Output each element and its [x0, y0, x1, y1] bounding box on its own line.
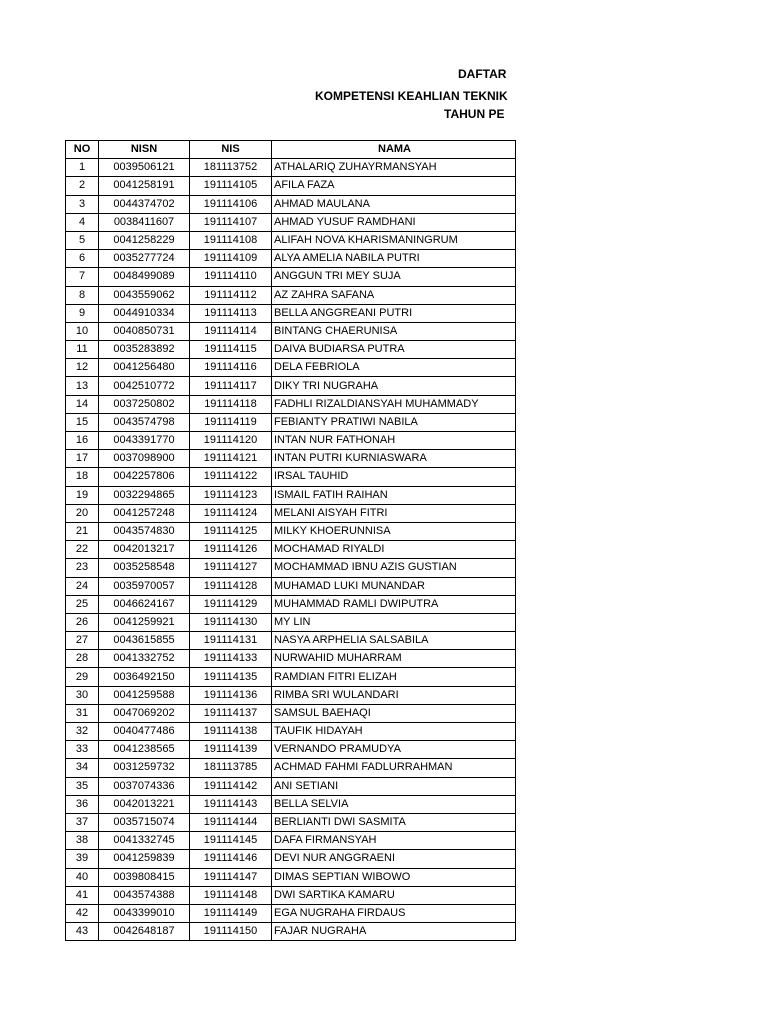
cell-nis: 191114122 [190, 468, 272, 486]
cell-nisn: 0041238565 [99, 741, 190, 759]
cell-no: 27 [66, 632, 99, 650]
column-header-nama: NAMA [272, 141, 516, 159]
cell-nama: MY LIN [272, 613, 516, 631]
cell-nama: TAUFIK HIDAYAH [272, 723, 516, 741]
cell-nisn: 0043574798 [99, 413, 190, 431]
cell-no: 3 [66, 195, 99, 213]
cell-nama: DEVI NUR ANGGRAENI [272, 850, 516, 868]
cell-no: 23 [66, 559, 99, 577]
cell-nama: MOCHAMMAD IBNU AZIS GUSTIAN [272, 559, 516, 577]
cell-nisn: 0037250802 [99, 395, 190, 413]
table-row [66, 504, 516, 522]
cell-nis: 191114124 [190, 504, 272, 522]
cell-nis: 191114145 [190, 832, 272, 850]
cell-nisn: 0042013217 [99, 541, 190, 559]
student-table [65, 140, 516, 941]
cell-nisn: 0041259588 [99, 686, 190, 704]
cell-nama: BELLA ANGGREANI PUTRI [272, 304, 516, 322]
table-row [66, 395, 516, 413]
cell-nisn: 0041259839 [99, 850, 190, 868]
cell-nis: 191114107 [190, 213, 272, 231]
cell-no: 30 [66, 686, 99, 704]
cell-nisn: 0044910334 [99, 304, 190, 322]
cell-no: 18 [66, 468, 99, 486]
cell-nama: DELA FEBRIOLA [272, 359, 516, 377]
cell-no: 24 [66, 577, 99, 595]
cell-nis: 191114116 [190, 359, 272, 377]
cell-nisn: 0036492150 [99, 668, 190, 686]
cell-nisn: 0042013221 [99, 795, 190, 813]
cell-nisn: 0040477486 [99, 723, 190, 741]
cell-nisn: 0037074336 [99, 777, 190, 795]
cell-nama: ACHMAD FAHMI FADLURRAHMAN [272, 759, 516, 777]
cell-nis: 191114136 [190, 686, 272, 704]
cell-nis: 191114118 [190, 395, 272, 413]
cell-nama: EGA NUGRAHA FIRDAUS [272, 904, 516, 922]
cell-nisn: 0041332745 [99, 832, 190, 850]
table-row [66, 650, 516, 668]
cell-no: 2 [66, 177, 99, 195]
cell-no: 35 [66, 777, 99, 795]
cell-nis: 191114138 [190, 723, 272, 741]
table-row [66, 268, 516, 286]
cell-no: 7 [66, 268, 99, 286]
cell-nisn: 0031259732 [99, 759, 190, 777]
cell-no: 40 [66, 868, 99, 886]
cell-nis: 191114120 [190, 432, 272, 450]
cell-nama: ALYA AMELIA NABILA PUTRI [272, 250, 516, 268]
cell-nis: 191114128 [190, 577, 272, 595]
table-row [66, 795, 516, 813]
cell-nama: DAIVA BUDIARSA PUTRA [272, 341, 516, 359]
cell-no: 21 [66, 522, 99, 540]
cell-no: 33 [66, 741, 99, 759]
table-row [66, 704, 516, 722]
cell-nama: DIMAS SEPTIAN WIBOWO [272, 868, 516, 886]
cell-no: 39 [66, 850, 99, 868]
cell-no: 12 [66, 359, 99, 377]
column-header-nis: NIS [190, 141, 272, 159]
cell-no: 15 [66, 413, 99, 431]
cell-no: 32 [66, 723, 99, 741]
table-row [66, 177, 516, 195]
cell-nisn: 0041257248 [99, 504, 190, 522]
table-row [66, 632, 516, 650]
cell-nama: MELANI AISYAH FITRI [272, 504, 516, 522]
cell-no: 8 [66, 286, 99, 304]
cell-no: 6 [66, 250, 99, 268]
table-row [66, 904, 516, 922]
cell-nama: ISMAIL FATIH RAIHAN [272, 486, 516, 504]
cell-nama: DWI SARTIKA KAMARU [272, 886, 516, 904]
table-row [66, 159, 516, 177]
table-header-row [66, 141, 516, 159]
cell-no: 36 [66, 795, 99, 813]
table-row [66, 432, 516, 450]
cell-nisn: 0035258548 [99, 559, 190, 577]
cell-nisn: 0037098900 [99, 450, 190, 468]
table-row [66, 741, 516, 759]
cell-nisn: 0044374702 [99, 195, 190, 213]
cell-no: 11 [66, 341, 99, 359]
cell-nama: MILKY KHOERUNNISA [272, 522, 516, 540]
cell-nisn: 0041259921 [99, 613, 190, 631]
cell-no: 10 [66, 322, 99, 340]
cell-nisn: 0043574388 [99, 886, 190, 904]
cell-nis: 191114117 [190, 377, 272, 395]
cell-no: 4 [66, 213, 99, 231]
table-row [66, 468, 516, 486]
cell-nama: RAMDIAN FITRI ELIZAH [272, 668, 516, 686]
cell-nama: NURWAHID MUHARRAM [272, 650, 516, 668]
cell-nis: 191114110 [190, 268, 272, 286]
cell-nama: VERNANDO PRAMUDYA [272, 741, 516, 759]
cell-nis: 191114144 [190, 813, 272, 831]
cell-no: 37 [66, 813, 99, 831]
cell-no: 34 [66, 759, 99, 777]
cell-nama: RIMBA SRI WULANDARI [272, 686, 516, 704]
table-row [66, 541, 516, 559]
cell-nama: DIKY TRI NUGRAHA [272, 377, 516, 395]
cell-nisn: 0043559062 [99, 286, 190, 304]
cell-no: 20 [66, 504, 99, 522]
table-row [66, 341, 516, 359]
cell-no: 16 [66, 432, 99, 450]
cell-no: 43 [66, 923, 99, 941]
table-row [66, 923, 516, 941]
cell-nama: FADHLI RIZALDIANSYAH MUHAMMADY [272, 395, 516, 413]
cell-nama: AHMAD MAULANA [272, 195, 516, 213]
cell-nisn: 0043399010 [99, 904, 190, 922]
cell-nisn: 0042648187 [99, 923, 190, 941]
cell-nama: ATHALARIQ ZUHAYRMANSYAH [272, 159, 516, 177]
cell-nis: 191114129 [190, 595, 272, 613]
cell-nis: 191114109 [190, 250, 272, 268]
cell-nis: 191114133 [190, 650, 272, 668]
cell-nis: 191114143 [190, 795, 272, 813]
cell-nama: MUHAMMAD RAMLI DWIPUTRA [272, 595, 516, 613]
cell-nama: ANI SETIANI [272, 777, 516, 795]
cell-no: 25 [66, 595, 99, 613]
cell-nama: FEBIANTY PRATIWI NABILA [272, 413, 516, 431]
cell-nis: 191114130 [190, 613, 272, 631]
table-row [66, 213, 516, 231]
cell-nisn: 0035970057 [99, 577, 190, 595]
column-header-nisn: NISN [99, 141, 190, 159]
cell-no: 31 [66, 704, 99, 722]
cell-nis: 191114137 [190, 704, 272, 722]
title-line-1: DAFTAR [458, 67, 507, 81]
cell-nis: 191114139 [190, 741, 272, 759]
cell-nis: 191114147 [190, 868, 272, 886]
table-row [66, 522, 516, 540]
column-header-no: NO [66, 141, 99, 159]
title-line-2: KOMPETENSI KEAHLIAN TEKNIK [315, 89, 508, 103]
cell-nama: IRSAL TAUHID [272, 468, 516, 486]
cell-nis: 181113752 [190, 159, 272, 177]
cell-nama: MOCHAMAD RIYALDI [272, 541, 516, 559]
cell-no: 41 [66, 886, 99, 904]
table-row [66, 686, 516, 704]
table-row [66, 486, 516, 504]
table-row [66, 723, 516, 741]
cell-no: 26 [66, 613, 99, 631]
cell-nisn: 0042510772 [99, 377, 190, 395]
cell-nisn: 0043615855 [99, 632, 190, 650]
table-row [66, 868, 516, 886]
cell-nisn: 0039506121 [99, 159, 190, 177]
table-row [66, 813, 516, 831]
cell-nisn: 0039808415 [99, 868, 190, 886]
cell-no: 29 [66, 668, 99, 686]
cell-nama: FAJAR NUGRAHA [272, 923, 516, 941]
cell-nisn: 0041258191 [99, 177, 190, 195]
cell-nama: INTAN NUR FATHONAH [272, 432, 516, 450]
cell-nisn: 0046624167 [99, 595, 190, 613]
cell-nis: 191114125 [190, 522, 272, 540]
table-row [66, 231, 516, 249]
cell-nis: 191114108 [190, 231, 272, 249]
cell-nisn: 0035277724 [99, 250, 190, 268]
cell-nis: 191114119 [190, 413, 272, 431]
cell-nisn: 0041332752 [99, 650, 190, 668]
title-line-3: TAHUN PE [444, 107, 505, 121]
cell-no: 14 [66, 395, 99, 413]
cell-nis: 191114135 [190, 668, 272, 686]
table-row [66, 377, 516, 395]
cell-no: 9 [66, 304, 99, 322]
cell-nis: 191114121 [190, 450, 272, 468]
cell-no: 22 [66, 541, 99, 559]
cell-no: 17 [66, 450, 99, 468]
cell-nis: 191114112 [190, 286, 272, 304]
cell-nisn: 0043574830 [99, 522, 190, 540]
table-row [66, 777, 516, 795]
cell-nama: BINTANG CHAERUNISA [272, 322, 516, 340]
table-row [66, 886, 516, 904]
table-row [66, 595, 516, 613]
table-row [66, 450, 516, 468]
table-row [66, 413, 516, 431]
cell-nisn: 0032294865 [99, 486, 190, 504]
cell-nis: 191114142 [190, 777, 272, 795]
cell-no: 5 [66, 231, 99, 249]
table-row [66, 668, 516, 686]
cell-no: 42 [66, 904, 99, 922]
cell-nama: BERLIANTI DWI SASMITA [272, 813, 516, 831]
cell-nis: 191114106 [190, 195, 272, 213]
cell-nisn: 0038411607 [99, 213, 190, 231]
cell-nama: MUHAMAD LUKI MUNANDAR [272, 577, 516, 595]
cell-nisn: 0040850731 [99, 322, 190, 340]
cell-nama: DAFA FIRMANSYAH [272, 832, 516, 850]
cell-nis: 191114146 [190, 850, 272, 868]
cell-nis: 191114123 [190, 486, 272, 504]
table-row [66, 359, 516, 377]
document-header [0, 0, 514, 140]
cell-nama: NASYA ARPHELIA SALSABILA [272, 632, 516, 650]
table-row [66, 250, 516, 268]
table-row [66, 559, 516, 577]
cell-nis: 191114149 [190, 904, 272, 922]
cell-nis: 191114127 [190, 559, 272, 577]
cell-no: 19 [66, 486, 99, 504]
cell-nis: 191114131 [190, 632, 272, 650]
table-body [66, 159, 516, 941]
cell-no: 28 [66, 650, 99, 668]
cell-nis: 191114150 [190, 923, 272, 941]
cell-no: 13 [66, 377, 99, 395]
cell-nis: 191114115 [190, 341, 272, 359]
cell-nama: AFILA FAZA [272, 177, 516, 195]
cell-nama: ANGGUN TRI MEY SUJA [272, 268, 516, 286]
cell-nisn: 0043391770 [99, 432, 190, 450]
cell-nama: INTAN PUTRI KURNIASWARA [272, 450, 516, 468]
cell-nisn: 0048499089 [99, 268, 190, 286]
cell-nisn: 0041258229 [99, 231, 190, 249]
cell-nisn: 0035283892 [99, 341, 190, 359]
cell-nis: 181113785 [190, 759, 272, 777]
cell-no: 1 [66, 159, 99, 177]
cell-nama: SAMSUL BAEHAQI [272, 704, 516, 722]
table-row [66, 304, 516, 322]
cell-nisn: 0041256480 [99, 359, 190, 377]
cell-nama: ALIFAH NOVA KHARISMANINGRUM [272, 231, 516, 249]
table-row [66, 195, 516, 213]
table-row [66, 850, 516, 868]
cell-nisn: 0042257806 [99, 468, 190, 486]
cell-nis: 191114105 [190, 177, 272, 195]
table-row [66, 759, 516, 777]
table-row [66, 613, 516, 631]
table-row [66, 322, 516, 340]
table-row [66, 832, 516, 850]
cell-nis: 191114113 [190, 304, 272, 322]
cell-nama: AHMAD YUSUF RAMDHANI [272, 213, 516, 231]
table-row [66, 286, 516, 304]
cell-nis: 191114148 [190, 886, 272, 904]
cell-nis: 191114114 [190, 322, 272, 340]
cell-nama: BELLA SELVIA [272, 795, 516, 813]
table-row [66, 577, 516, 595]
cell-nisn: 0047069202 [99, 704, 190, 722]
cell-nisn: 0035715074 [99, 813, 190, 831]
cell-nis: 191114126 [190, 541, 272, 559]
cell-no: 38 [66, 832, 99, 850]
cell-nama: AZ ZAHRA SAFANA [272, 286, 516, 304]
